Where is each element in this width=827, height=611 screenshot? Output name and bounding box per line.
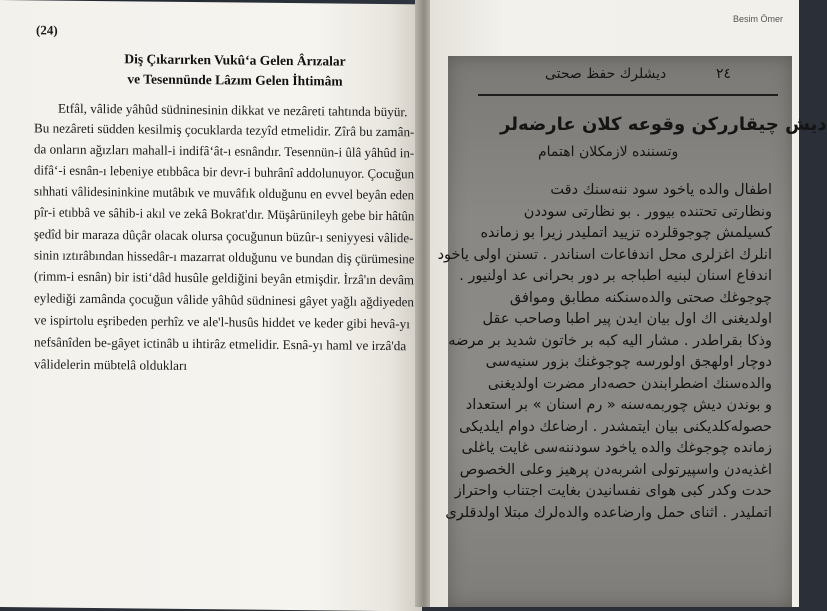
- facsimile-title-line: دیش چیقاررکن وقوعه کلان عارضه‌لر: [500, 114, 827, 135]
- facsimile-text-line: دوچار اولهجق اولورسه چوجوغنك بزور سنیه‌سی: [485, 354, 772, 370]
- page-number-left: (24): [36, 22, 58, 38]
- facsimile-text-line: اتملیدر . اثنای حمل وارضاعده والده‌لرك مبتلا اولدقلری: [445, 504, 772, 521]
- facsimile-text-line: وذکا بقراطدر . مشار الیه کبه بر خاتون شدید بر مرضه: [448, 332, 772, 349]
- facsimile-text-line: و بوندن دیش چوربمه‌سنه « رم اسنان » بر استعداد: [465, 397, 772, 413]
- facsimile-text-line: اغذیه‌دن واسپیرتولی اشربه‌دن پرهیز وعلی الخصوص: [459, 461, 772, 478]
- body-text-line: sıhhati vâlidesininkine mutâbık ve muvâfık olduğunu en evvel beyân eden: [34, 183, 415, 203]
- facsimile-text-line: اطفال والده یاخود سود ننه‌سنك دقت: [550, 182, 772, 198]
- facsimile-text-line: حدت وکدر کبی هوای نفسانیدن بغایت اجتناب واحتراز: [454, 483, 772, 499]
- facsimile-text-line: ونظارتی تحتنده بیوور . بو نظارتی سوددن: [523, 203, 772, 220]
- body-text-line: şedîd bir maraza dûçâr olacak olursa çocuğunun büzûr-ı seniyyesi vâlide-: [34, 226, 414, 246]
- facsimile-text-line: زمانده چوجوغك والده یاخود سودننه‌سی غایت یاغلی: [461, 440, 772, 456]
- facsimile-text-line: اولدیغنی اك اول بیان ایدن پیر اطبا وصاحب عقل: [482, 311, 772, 327]
- body-text-line: difâ‘-i esnân-ı lebeniye etıbbâca bir devr-i buhrânî addolunuyor. Çocuğun: [34, 162, 415, 182]
- facsimile-text-line: چوجوغك صحتی والده‌سنکنه مطابق وموافق: [509, 289, 772, 306]
- facsimile-running-head: دیشلرك حفظ صحتی: [545, 66, 667, 82]
- body-text-line: da onların ağızları mahall-i indifâ‘ât-ı esnândır. Tesennün-i ûlâ yâhûd in-: [34, 141, 415, 161]
- body-text-line: vâlidelerin mübtelâ oldukları: [34, 356, 188, 373]
- body-text-line: nefsânîden be-gâyet ictinâb u ihtirâz etmelidir. Esnâ-yı haml ve irzâ'da: [34, 334, 407, 354]
- running-header-author: Besim Ömer: [732, 14, 783, 24]
- body-text-line: pîr-i etıbbâ ve sâhib-i akıl ve zekâ Bokrat'dır. Müşârünileyh gebe bir hâtûn: [34, 204, 415, 224]
- facsimile-text-line: انلرك اغزلری محل اندفاعات اسناندر . تسنن اولی یاخود: [437, 246, 772, 263]
- facsimile-scan: [437, 56, 792, 607]
- body-text-line: Etfâl, vâlide yâhûd südninesinin dikkat ve nezâreti tahtında büyür.: [58, 100, 408, 120]
- body-text-line: sinin ıztırâbından hissedâr-ı mazarrat olduğunu ve bundan diş çürümesine: [34, 247, 415, 267]
- body-text-line: Bu nezâreti südden kesilmiş çocuklarda tezyîd etmelidir. Zîrâ bu zamân-: [34, 120, 415, 140]
- body-text-line: ve ispirtolu eşribeden perhîz ve ale'l-husûs hiddet ve keder gibi hevâ-yı: [34, 312, 410, 332]
- section-title-line-1: Diş Çıkarırken Vukû‘a Gelen Ârızalar: [124, 51, 346, 69]
- facsimile-title-line: وتسننده لازمکلان اهتمام: [538, 144, 679, 160]
- body-text-line: (rimm-i esnân) bir isti‘dâd husûle geldiğini beyân etmişdir. İrzâ'ın devâm: [34, 268, 415, 288]
- facsimile-header-rule: [478, 94, 778, 96]
- section-title-line-2: ve Tesennünde Lâzım Gelen İhtimâm: [127, 71, 343, 89]
- facsimile-page-number: ٢٤: [716, 66, 732, 82]
- facsimile-text-line: حصوله‌کلدیکنی بیان ایتمشدر . ارضاعك دوام ایلدیکی: [459, 418, 772, 435]
- body-text-line: eylediği zamânda çocuğun vâlide yâhûd südninesi gâyet yağlı ağdiyeden: [34, 290, 414, 310]
- facsimile-text-line: والده‌سنك اضطرابندن حصه‌دار مضرت اولدیغنی: [487, 375, 772, 392]
- facsimile-text-line: اندفاع اسنان لبنیه اطباجه بر دور بحرانی عد اولنیور .: [459, 268, 772, 284]
- facsimile-text-line: کسیلمش چوجوقلرده تزیید اتملیدر زیرا بو زمانده: [480, 225, 772, 241]
